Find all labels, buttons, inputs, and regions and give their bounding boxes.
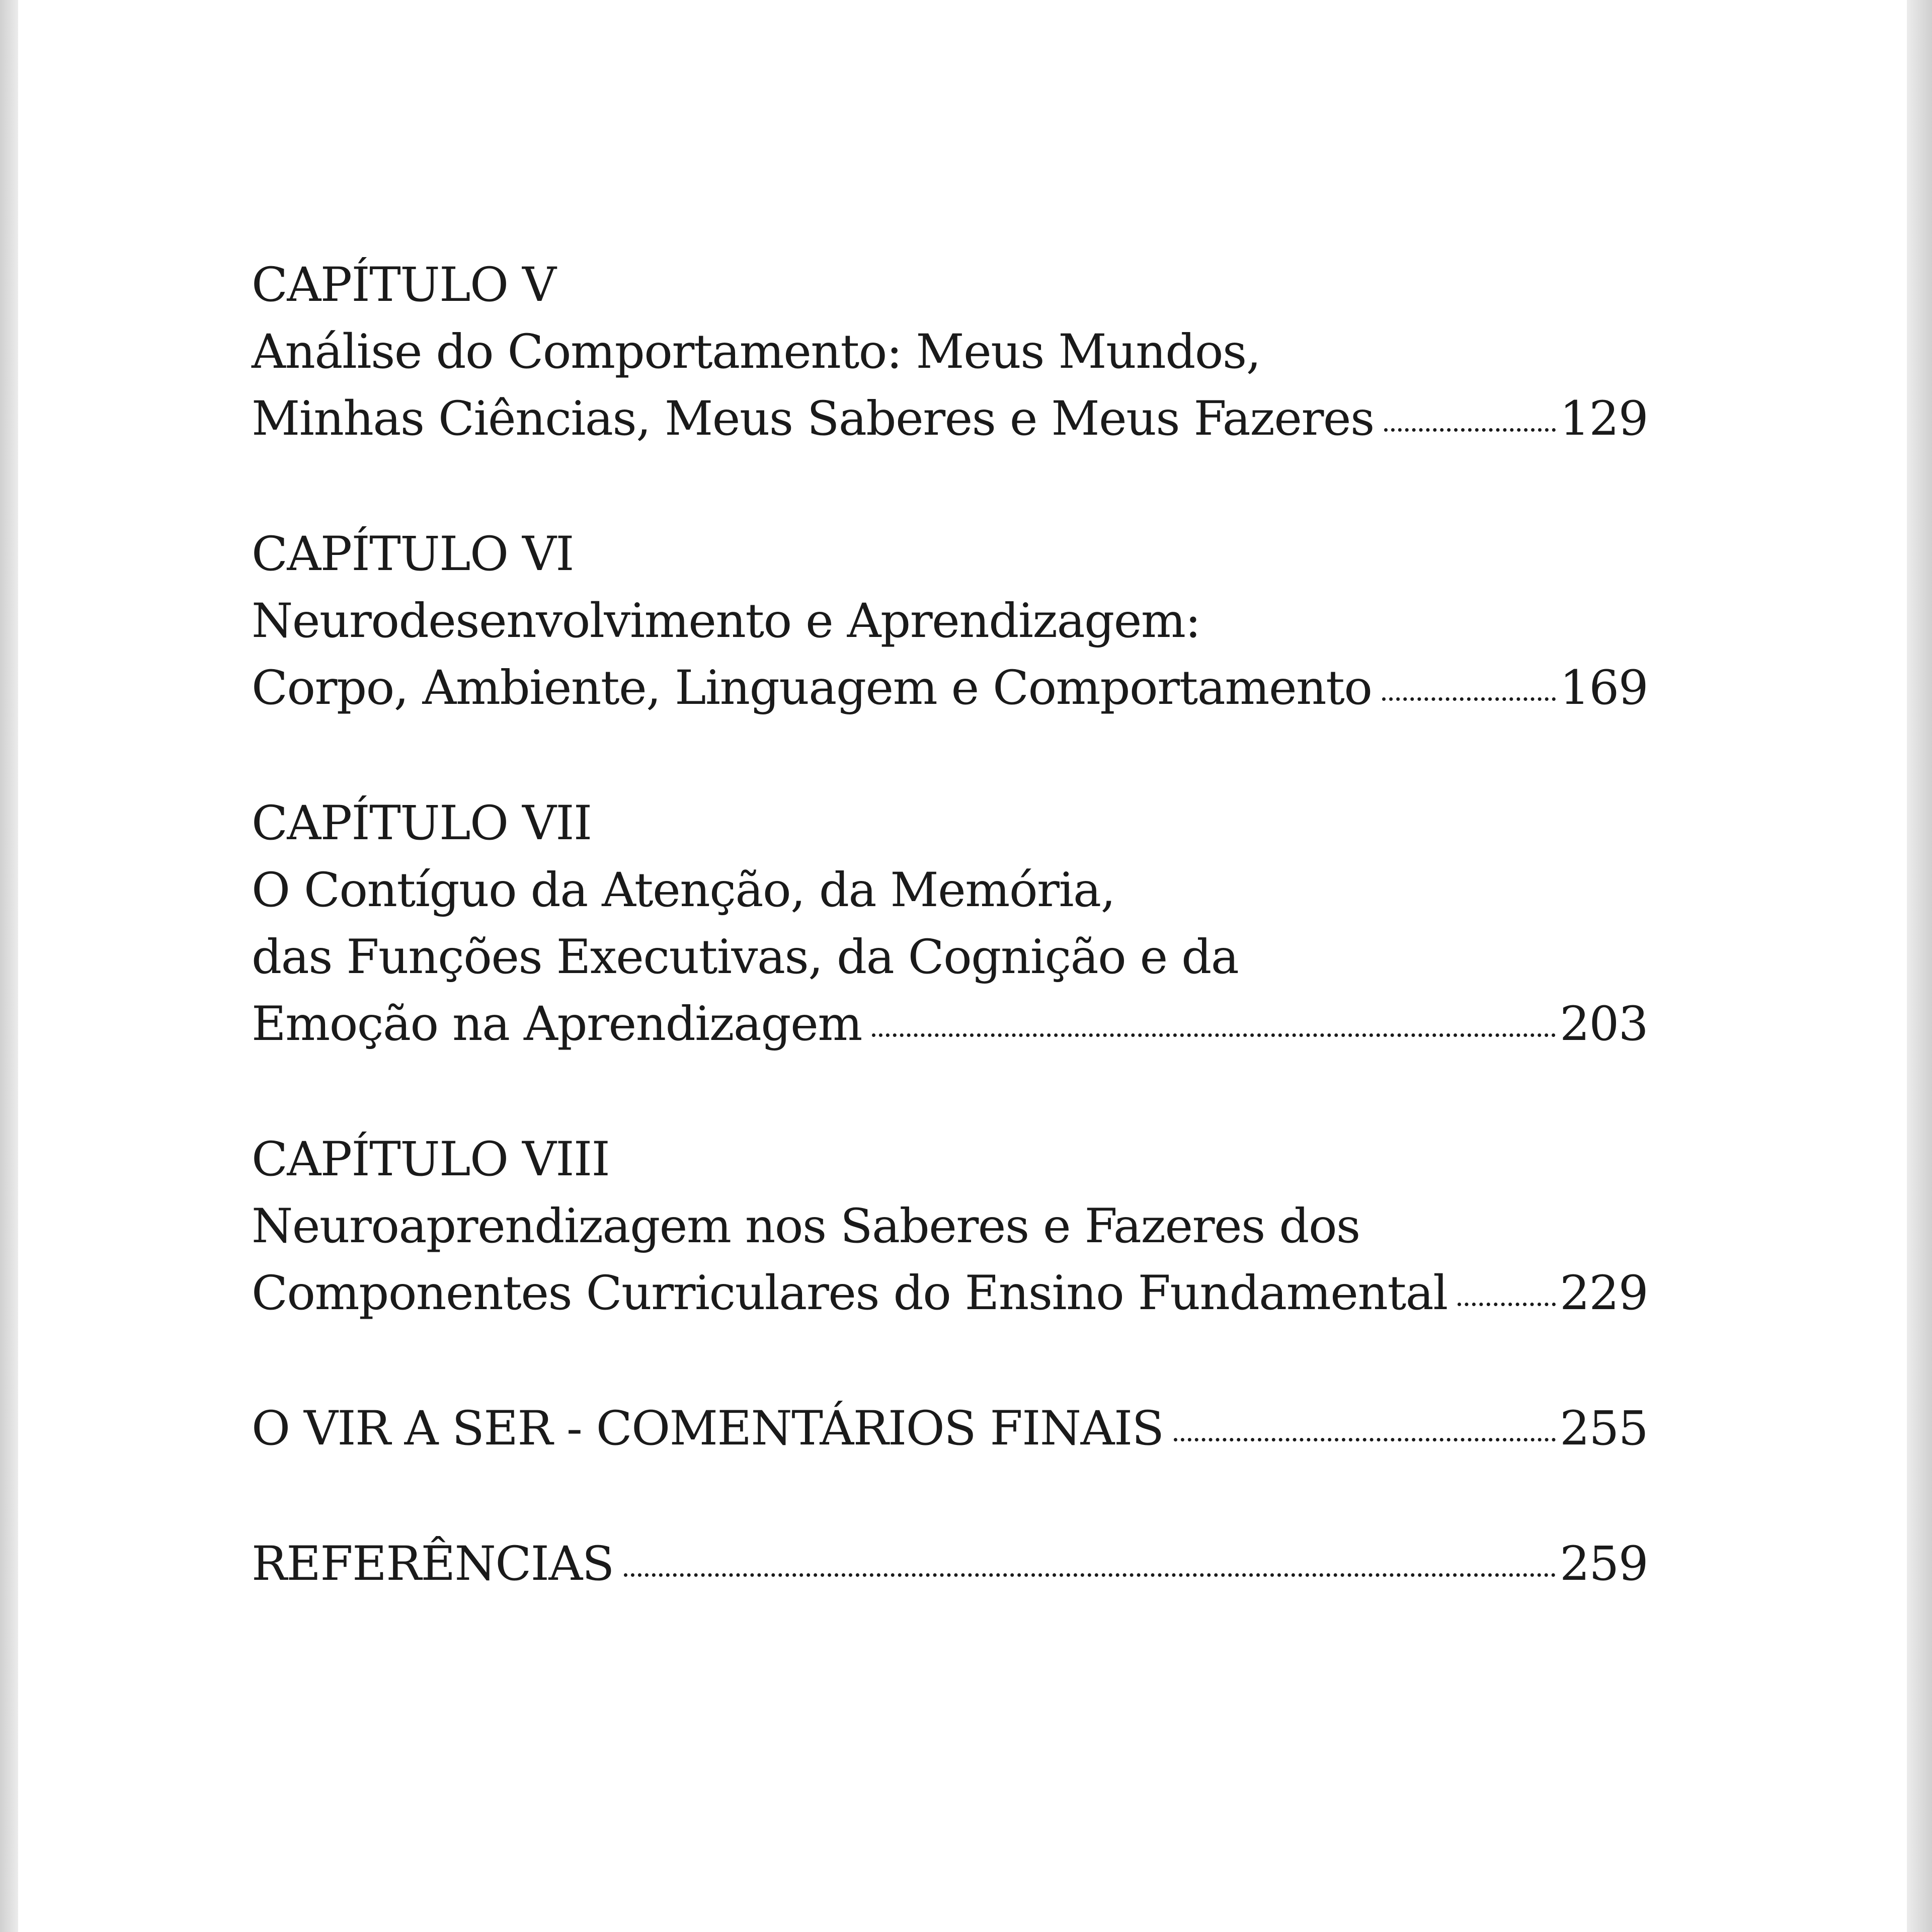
toc-entry-chapter-7 xyxy=(252,790,1648,1058)
chapter-heading: CAPÍTULO VI xyxy=(252,527,574,582)
chapter-title-line: das Funções Executivas, da Cognição e da xyxy=(252,930,1239,985)
dot-leader xyxy=(1384,428,1556,432)
dot-leader xyxy=(1382,697,1556,701)
dot-leader xyxy=(1174,1438,1556,1441)
page-number: 259 xyxy=(1560,1537,1648,1591)
page-shadow-left xyxy=(0,0,18,1932)
dot-leader xyxy=(624,1573,1556,1577)
page-number: 169 xyxy=(1560,661,1648,715)
chapter-heading: CAPÍTULO VIII xyxy=(252,1132,610,1187)
table-of-contents xyxy=(252,252,1648,1597)
chapter-title-line: Análise do Comportamento: Meus Mundos, xyxy=(252,325,1261,379)
chapter-title-last-line xyxy=(252,1260,1648,1327)
section-title: REFERÊNCIAS xyxy=(252,1537,614,1591)
page-number: 255 xyxy=(1560,1401,1648,1456)
chapter-title-last-line xyxy=(252,655,1648,721)
toc-entry-chapter-8 xyxy=(252,1126,1648,1327)
chapter-heading: CAPÍTULO VII xyxy=(252,796,592,851)
chapter-title-line: Corpo, Ambiente, Linguagem e Comportamento xyxy=(252,661,1372,715)
page-number: 129 xyxy=(1560,391,1648,446)
toc-entry-final-comments xyxy=(252,1395,1648,1462)
page-number: 229 xyxy=(1560,1266,1648,1321)
page-number: 203 xyxy=(1560,997,1648,1052)
chapter-title-line: Neuroaprendizagem nos Saberes e Fazeres dos xyxy=(252,1199,1360,1254)
section-title: O VIR A SER - COMENTÁRIOS FINAIS xyxy=(252,1401,1164,1456)
chapter-title-line: Minhas Ciências, Meus Saberes e Meus Fazeres xyxy=(252,391,1374,446)
toc-entry-references xyxy=(252,1531,1648,1597)
chapter-title-line: Neurodesenvolvimento e Aprendizagem: xyxy=(252,594,1200,649)
toc-entry-chapter-6 xyxy=(252,521,1648,721)
chapter-title-last-line xyxy=(252,991,1648,1058)
chapter-title-line: Emoção na Aprendizagem xyxy=(252,997,862,1052)
chapter-title-line: Componentes Curriculares do Ensino Fundamental xyxy=(252,1266,1447,1321)
dot-leader xyxy=(872,1033,1556,1037)
section-line xyxy=(252,1531,1648,1597)
chapter-title-last-line xyxy=(252,385,1648,452)
dot-leader xyxy=(1458,1303,1556,1306)
chapter-title-line: O Contíguo da Atenção, da Memória, xyxy=(252,863,1115,918)
page-shadow-right xyxy=(1907,0,1932,1932)
chapter-heading: CAPÍTULO V xyxy=(252,258,556,312)
section-line xyxy=(252,1395,1648,1462)
toc-entry-chapter-5 xyxy=(252,252,1648,452)
